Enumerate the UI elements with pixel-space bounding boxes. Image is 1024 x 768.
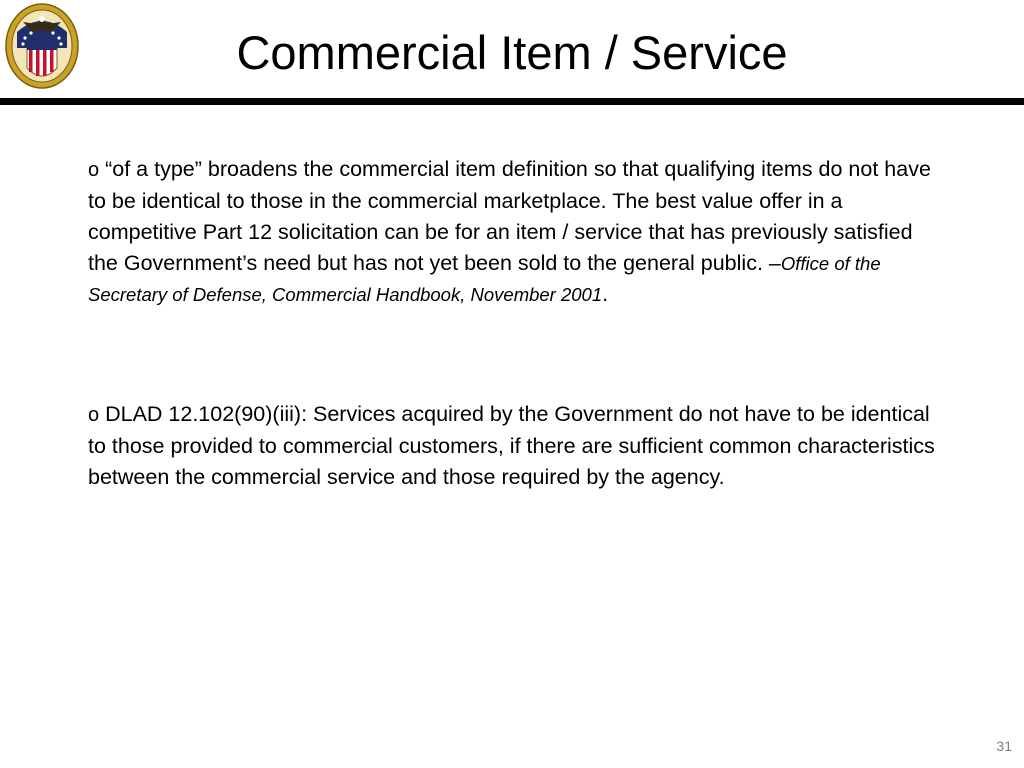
bullet-text: DLAD 12.102(90)(iii): Services acquired by the Government do not have to be identical to those provided to commercial customers, if there are sufficient common characteristics between the commercial service and those required by the agency. <box>88 402 935 489</box>
slide-number: 31 <box>996 738 1012 754</box>
bullet-text: “of a type” broadens the commercial item definition so that qualifying items do not have to be identical to those in the commercial marketplace. The best value offer in a competitive Part 12 solicitation can be for an item / service that has previously satisfied the Government’s need but has not yet been sold to the general public. – <box>88 157 931 275</box>
bullet-marker: o <box>88 404 100 426</box>
bullet-citation: Office of the Secretary of Defense, Commercial Handbook, November 2001 <box>88 253 881 305</box>
title-divider <box>0 98 1024 105</box>
bullet-marker: o <box>88 159 100 181</box>
bullet-item <box>88 154 938 310</box>
bullet-citation-suffix: . <box>602 282 609 306</box>
slide-title: Commercial Item / Service <box>236 26 788 79</box>
bullet-item <box>88 399 938 493</box>
